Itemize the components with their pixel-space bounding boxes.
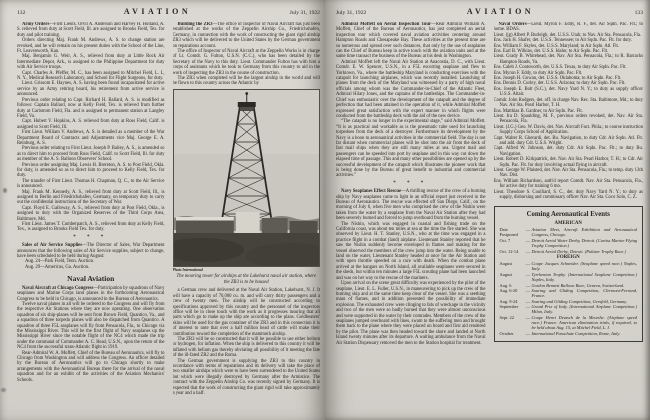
naval-order-entry: Capt. Walter R. Gherardi, det. Bu. Navigation, to duty Cdr. Air Sqdn. Atl. Flt. and add. duty Cdr. U.S.S. Wright. (493, 135, 643, 146)
paragraph-text: —Participation by squadrons of Navy seaplanes and Marine Corps land planes in the forthcoming Aeronautical Congress to be held in Chicago, is announced in the Bureau of Aeronautics. (17, 285, 165, 302)
naval-order-entry: Ens. Joseph H. Gowan, det. U.S.S. Oklahoma; to Air Sqdn. Pac. Flt. (493, 76, 622, 82)
event-dash: — (525, 298, 531, 304)
event-dash: — (525, 272, 531, 277)
event-dash: — (525, 227, 531, 233)
paragraph-text: Capt. Hubert V. Hopkins, A. S. relieved from duty at Ross Field, Calif. is assigned to Scott Field, Ill. (17, 119, 165, 130)
article-paragraph (17, 206, 165, 222)
paragraph-text: —Lieut. Myron F. Eddy, R. F., det. Air Sqdn. Pac. Flt.; to home. BDAS. (493, 22, 643, 33)
event-row (500, 304, 638, 314)
naval-order-entry: Lieut. Robert D. Kirkpatrick, det. Nav. Air Sta. Pearl Harbor, T. H.; to Cdr. Air Sqdn. Pac. Flt. for duty involving actual flying in aircraft. (493, 157, 643, 168)
event-row (500, 283, 638, 288)
article-paragraph (173, 359, 321, 397)
page-right (325, 0, 650, 420)
paragraph-text: Maj. Frank M. Kennedy, A. S., relieved from duty at Scott Field, Ill., is assigned to Berlin and Friedrichshafen, Germany, on temporary duty to carry out the confidential instructions of the Secretary of War. (17, 189, 165, 206)
scan-speck (1, 388, 6, 392)
photo-credit: Photo International (172, 267, 203, 272)
article-lead-paragraph (17, 22, 165, 38)
article-paragraph (17, 146, 165, 162)
paragraph-text: Admiral Moffett left the Naval Air Station at Anacostia, D. C., with Lieut. Comdr. E. W. Spencer, U.S.N., in a F5L escorting seaplane and flew to Yorktown, Va., where the battleship Maryland is conducting exercises with the catapult for launching airplanes, which was recently installed. Launching of planes from the deck of the Maryland was witnessed by a party of high naval officials among whom was the Commander-in-Chief of the Atlantic Fleet, Admiral Hilary Jones, and the captains of the battleships. The Commander-in-Chief was enthusiastic over the development of the catapult and the degree of perfection that had been attained in the operation of it, while Admiral Moffett expressed great satisfaction with the expert manner in which flights were conducted from the battleship deck with the aid of the new device. (336, 59, 486, 119)
events-section-heading: AMERICAN (554, 220, 582, 226)
paragraph-text: Previous order relating to Capt. Richard H. Ballard, A. S. is modified as follows: Captain Ballard, now at Kelly Field, Tex. is relieved from further duty at Carlstrom Field, Fla. and is assigned to permanent station at Langley Field, Va. (17, 97, 165, 119)
article-title: Naval Aircraft at Chicago Congress (22, 285, 94, 291)
event-dash: — (525, 314, 531, 320)
article-title: Navy Seaplanes Effect Rescue (341, 189, 402, 195)
article-paragraph (17, 163, 165, 179)
scan-speck (3, 188, 7, 193)
paragraph-text: Upon arrival on the scene great difficulty was experienced by the pilot of the seaplane, Lieut. E. L. Fuller, U.S.N., in maneuvering to pick up the crew of the burning ship and at the same time keep clear of the vessel. She was a seething mass of flames, and in addition presented the possibility of immediate explosion. The exhausted crew were clinging to bits of wreckage in the vicinity and two of the men were so badly burned that they were almost unconscious and were supported in the water by their comrades. Members of the crew of the seaplanes jumped overboard with lines, swam to the suffering men and brought them back to the plane where they were placed on board and first aid rendered by the pilot. The plane was then headed toward the shore and landed at North Island twenty minutes after its departure. A waiting ambulance from the Naval Air Station Dispensary removed the men to the Station hospital for treatment. (336, 281, 486, 346)
paragraph-text: —The Director of Sales, War Department announces that the following sales of Air Service supplies, subject to change, have been scheduled to be held during August: (17, 243, 165, 260)
issue-date: July 31, 1922 (336, 10, 367, 16)
paragraph-text: Previous order relating to First Lieut. Joseph P. Bailey, A. S., is amended so as to direct him to proceed from Ross Field, Calif. to Scott Field, Ill. for duty as member of the A. S. Balloon Observers' School. (17, 146, 165, 163)
event-date: October (499, 330, 514, 336)
article-title: Admiral Moffett on Aerial Inspection Tour (341, 22, 432, 27)
masthead: AVIATION (123, 7, 192, 16)
paragraph-text: Lieut. Grissom E. Haynes, A. S. having been found incapacitated for active service by an Army retiring board, his retirement from active service is announced. (17, 81, 165, 98)
event-description: International Parachute Competition, Rome, Italy. (531, 330, 621, 336)
event-description: Soaring and Gliding Competition, Clermont-Ferrand, France. (531, 288, 637, 299)
article-paragraph (17, 190, 165, 206)
naval-order-entry: Ens. Jack H. Shafer, det. U.S.S. Tennessee; to Air Sqdn. Pac. Flt. for duty. (493, 38, 632, 44)
event-row (500, 331, 638, 336)
article-paragraph (17, 98, 165, 120)
event-description: Coupe Jacques Schneider. (Seaplane speed race.) Naples, Italy. (531, 261, 637, 272)
text-column (494, 22, 644, 413)
article-lead-paragraph (17, 286, 165, 302)
page-columns (336, 22, 643, 413)
paragraph-text: The German government is supplying the ZR3 to this country in accordance with terms of reparations and its delivery will take the place of two smaller airships which were to have been surrendered to the United States but which were illegally destroyed by Germany after the Armistice. The contract with the Zeppelin Airship Co. was recently signed by Germany. It is expected that the work of constructing the giant rigid will take approximately a year and a half. (172, 358, 320, 396)
event-description: Soaring and Gliding Competition, Gersfeld, Germany. (531, 298, 628, 304)
naval-order-entry: Lieut. George W. Plaisted, det. Nav. Air Sta. Pensacola, Fla.; to temp. duty 13th Nav. Dist. (493, 167, 643, 179)
article-paragraph (17, 119, 165, 130)
paragraph-text: “The catapult is no longer in the experimental stage,” said Admiral Moffett. “It is as practical and workable as is the pneumatic tube used for launching torpedoes from the deck of a destroyer. Furthermore its development by the Navy is a boon to aeronautical activities in the commercial field. The day is not far distant when commercial planes will be shot into the air from the deck of fast mail ships when they are still many miles at sea. Urgent mail and passengers can be speeded into port by seaplane and in this way cut down the elapsed time of passage. This and many other possibilities are opened up by the successful development of the catapult which illustrates the pioneer work that is being done by the Bureau of great benefit to industrial and commercial activities.” (336, 119, 486, 179)
article-paragraph (336, 222, 486, 281)
event-row (500, 299, 638, 304)
section-heading: Naval Aviation (67, 274, 115, 284)
event-date: Oct. 12-14 (499, 248, 519, 254)
section-divider: * * * (73, 235, 109, 241)
article-paragraph (336, 119, 486, 178)
issue-date: July 31, 1922 (289, 10, 320, 16)
naval-order-entry: Lieut. (jg) Albert P. Burleigh, det. U.S.S. Utah; to Nav. Air Sta. Pensacola, Fla. (493, 32, 642, 38)
article-lead-paragraph (17, 243, 165, 259)
paragraph-text: Capt. Charles A. Pfeffer, M. C., has been assigned to Mitchel Field, L. I., N. Y., Medical Research Laboratory, and School for Flight Surgeons, for duty. (17, 70, 165, 82)
event-row (500, 227, 638, 237)
event-dash: — (525, 282, 531, 288)
article-paragraph (17, 81, 165, 97)
event-date: Sept. 22 (499, 314, 514, 320)
text-column (17, 22, 165, 413)
event-date: Aug. 6 (499, 282, 512, 288)
photo-caption: The mooring tower for airships at the Lakehurst naval air station, where the ZR3 is to be housed (176, 274, 316, 285)
naval-order-entry: Lieut. (J.G.) Geo. W. Davis, det. Nav. Aircraft Fact. Phila.; to course instruction Supply Corps School of Application. (493, 124, 643, 136)
article-paragraph (173, 49, 321, 76)
paragraph-text: The transfer of First Lieut. Thomas H. Chapman, Q. C., to the Air Service is announced. (17, 178, 165, 190)
text-column (173, 22, 321, 413)
list-line: Aug. 24—Park Field, Tenn. Auction. (25, 259, 95, 265)
article-paragraph (17, 54, 165, 70)
event-row (500, 238, 638, 248)
text-column (336, 22, 486, 413)
article-paragraph (336, 281, 486, 346)
article-paragraph (173, 337, 321, 359)
event-dash: — (525, 237, 531, 243)
event-date: Aug. 9-24 (499, 298, 518, 304)
events-title: Coming Aeronautical Events (526, 211, 610, 219)
event-date: September (499, 304, 519, 310)
event-date: August (499, 272, 513, 277)
naval-order-entry: Ens. Myron F. Eddy, to duty Air Sqdn. Pac. Flt. (493, 70, 583, 76)
masthead: AVIATION (466, 7, 535, 16)
coming-events-box (494, 206, 644, 342)
event-row (500, 315, 638, 330)
paragraph-text: Capt. Floyd E. Galloway, A. S., relieved from duty at Post Field, Okla., is assigned to duty with the Organized Reserves of the Third Corps Area, Baltimore, Md. (17, 205, 165, 222)
event-date: Date Postponed (499, 227, 518, 238)
event-dash: — (525, 248, 531, 254)
photo-figure (173, 89, 321, 267)
event-description: Grand Prix of Italy. (International Airplane Competition.) Milan, Italy. (531, 304, 637, 315)
page-columns (17, 22, 320, 413)
naval-order-entry: Ens. William Richardson, auth'd report Comdt. Nav. Air Sta. Pensacola, Fla., for active duty for training 6 mo. (493, 178, 643, 190)
naval-order-entry: Comdr. John Rodgers, det. off. in charge Nav. Rec. Sta. Baltimore, Md.; to duty Nav. Air Sta. Pearl Harbor, T. H. (493, 97, 643, 109)
event-description: Gordon Bennett Balloon Race, Geneva, Switzerland. (531, 282, 625, 288)
paragraph-text: The Nishin, which was engaged in coastal and fishing trade on the California coast, was about ten miles at sea at the time the fire started. She was observed by Lieut. H. T. Stanley, U.S.N., who at the time was engaged in a practice flight in a combat (land) airplane. Lieutenant Stanley reported that he saw the Nishin suddenly become enveloped in flames and making for the vessel observed the members of the crew jump into the water. Being unable to land on the water, Lieutenant Stanley headed at once for the Air Station and with open throttle speeded on a race with death. When the combat plane arrived at the hangars on North Island, all available seaplanes were secured in the sheds, but within ten minutes a large F5L scouting plane had been launched and was on her way to the rescue of the mariners. (336, 221, 486, 281)
event-description: Aviation Meet, Aircraft Exhibition and Aeronautical Congress, Chicago. (531, 227, 637, 238)
article-lead-paragraph (336, 22, 486, 60)
naval-order-entry: Ens. Dennis D. Curley, det. U.S.S. Arizona; to duty Air Sqdn. Pac. Flt. (493, 81, 626, 87)
paragraph-text: Maj. Benjamin G. Weir, A. S., relieved from duty at Little Rock Air Intermediate Depot, Ark., is assigned to the Philippine Department for duty with Air Service troops. (17, 54, 165, 71)
naval-order-entry: Lieut. Grady B. Whitehead, det. Nav. Air Sta. Pensacola, Fla.; to R. Barracks Hampton Roads, Va. (493, 54, 643, 65)
naval-order-entry: Capt. Alfred W. Johnson, det. duty Cdr. Air Sqdn. Pac. Flt.; to duty Bu. Navigation. (493, 146, 643, 157)
event-description: Tyrrhenian Trophy. (International Seaplane Competition.) Naples, Italy. (531, 272, 637, 282)
paragraph-text: The office of Inspector of Naval Aircraft at the Zeppelin Works is in charge of Lt. Comdr. G. Fulton, U.S.N. (C.C.), who has been detailed by the Secretary of the Navy to this duty. Lieut. Commander Fulton has with him a corps of assistants which he took to Germany from this country to aid in the work of inspecting the ZR3 in the course of construction. (172, 49, 320, 76)
event-dash: — (525, 304, 531, 310)
page-header (336, 7, 643, 18)
naval-order-entry: Lieut. Theodore S. Coulliard, S. C., det. duty Navy Yard N. Y.; to duty as supply, disbursing and commissary officer Nav. Air Sta. Coco Solo, C. Z. (493, 189, 643, 200)
article-paragraph (173, 288, 321, 337)
paragraph-text: —The office of Inspector of Naval Aircraft has just been established at the works of the Zeppelin Airship Co., Friedrichshafen, Germany, in connection with the work of constructing the giant rigid airship ZR3 which will be delivered to the United States by the German government on reparations account. (172, 22, 320, 49)
article-title: Building the ZR3 (177, 22, 213, 27)
naval-order-entry: Ens. Caleb J. Coatsworth, det. U.S.S. Texas, to duty Air Sqdn. Pac. Flt. (493, 65, 627, 71)
paragraph-text: First Lieut. William V. Andrews, A. S. is detailed as a member of the War Department Board of Contracts and Adjustments vice Maj. George E. A. Reinburg, A. S. (17, 130, 165, 146)
event-row (500, 288, 638, 298)
paragraph-text: —A thrilling rescue of the crew of a burning ship by Navy seaplanes came to light in an official report just received in the Bureau of Aeronautics. The rescue was effected off San Diego, Calif., on the morning of July 6, when five men who comprised the crew of the Nishin were taken from the water by a seaplane from the Naval Air Station after they had been severely burned and forced to jump overboard from the burning vessel. (336, 189, 486, 222)
paragraph-text: Orders directing Maj. Frank M. Andrews, A. S. to change station are revoked, and he will remain on his present duties with the School of the Line, Ft. Leavenworth, Kan. (17, 38, 165, 55)
paragraph-text: Twelve naval planes in all will be ordered to the Congress and will fly from the respective Air Stations where they are now operating. One observation squadron of six ship-planes will be sent from Brown Field, Quantico, Va., and a squadron of three torpedo planes will also be dispatched from Quantico. A squadron of three F5L seaplanes will fly from Pensacola, Fla., to Chicago via the Mississippi River. This will be the first flight of Navy seaplanes up the Mississippi River since the notable flight of the NC4 which made the trip under the command of Commander A. C. Read, U.S.N., upon the return of the NC4 from the successful trans-Atlantic flight in 1919. (17, 302, 165, 351)
article-lead-paragraph (336, 189, 486, 221)
article-lead-paragraph (173, 22, 321, 49)
article-lead-paragraph (494, 22, 644, 33)
naval-order-entry: Lieut. Ira D. Spaulding, M. F., previous orders revoked, det. Nav. Air Sta. Pensacola, Fla. (493, 113, 643, 125)
event-row (500, 272, 638, 282)
page-header (17, 7, 320, 18)
event-date: August (499, 261, 513, 267)
event-description: Detroit Aerial Derby, Detroit. (Pulitzer Trophy Race.) (531, 248, 626, 254)
event-date: Aug. 6-20 (499, 288, 518, 294)
article-paragraph (17, 38, 165, 54)
article-paragraph (17, 130, 165, 146)
naval-order-entry: Ens. Earl B. Wilkins, det. U.S.S. Idaho; to Air Sqdn. Pac. Flt. (493, 49, 609, 55)
article-paragraph (336, 60, 486, 119)
section-divider: * * * (393, 181, 429, 187)
paragraph-text: Previous order assigning Maj. Lewis H. Brereton, A. S. to Post Field, Okla. for duty, is amended so as to direct him to proceed to Kelly Field, Tex. for duty. (17, 162, 165, 179)
article-paragraph (17, 351, 165, 383)
article-title: Army Orders (22, 22, 50, 27)
page-number: 132 (17, 10, 26, 16)
paragraph-text: a German crew and delivered at the Naval Air Station, Lakehurst, N. J. It will have a capacity of 70,000 cu. m. and will carry thirty passengers and a crew of twenty men. The airship will be constructed according to specifications approved by this country and the personnel of the inspectors office will be in close touch with the work as it progresses insuring that all parts which go to make up the ship are according to the plans. Goldbeaters' skins will be used for the gas container of the ZR3 and in this connection it is of interest to note that over a half million head of cattle will make their contribution toward the completion of the mammoth airship. (172, 288, 320, 337)
page-number: 133 (634, 10, 643, 16)
mooring-tower-photo (174, 90, 320, 266)
event-dash: — (525, 288, 531, 294)
event-row (500, 249, 638, 254)
events-section-heading: FOREIGN (556, 255, 580, 260)
article-title: Naval Orders (498, 22, 527, 27)
list-line: Aug. 29—Americus, Ga. Auction. (25, 264, 90, 270)
article-paragraph (17, 302, 165, 351)
event-date: Oct. 7 (499, 237, 511, 243)
event-description: Detroit Aerial Water Derby, Detroit. (Curtiss Marine Flying Trophy Competition.) (531, 237, 637, 248)
paragraph-text: —First Lieuts. Orvil A. Anderson and Harvey H. Holland, A. S. relieved from duty at Scott Field, Ill. are assigned to Brooks Field, Tex. for duty and pilot training. (17, 22, 165, 38)
paragraph-text: —Rear Admiral William A. Moffett, Chief of the Bureau of Aeronautics, has just completed an aerial inspection tour which covered naval aviation activities centering around Hampton Roads and Chesapeake Bay. These activities at the present time are so numerous and spread over such distances, that only by the use of seaplanes can the Chief of Bureau keep in active touch with the aviation units and at the same time transact the business of the Bureau at his desk in Washington. (336, 22, 486, 60)
paragraph-text: First Lieut. James T. Cumberpatch, A. S., relieved from duty at Kelly Field, Tex., is assigned to Brooks Field Tex. for duty. (17, 222, 165, 233)
event-row (500, 261, 638, 271)
naval-order-entry: Ens. William F. Skyles, det. U.S.S. Maryland; to Air Sqdn. Atl. Flt. (493, 43, 620, 49)
article-paragraph (17, 222, 165, 233)
event-dash: — (525, 261, 531, 267)
event-dash: — (525, 330, 531, 336)
naval-order-entry: Ens. Joseph E. Bolt (S.C.), det. Navy Yard N. Y.; to duty as supply officer U.S.S. Altair. (493, 86, 643, 98)
paragraph-text: The ZR3 when completed will be the largest airship in the world and will be flown to this country across the Atlantic by (172, 76, 320, 87)
article-title: Sales of Air Service Supplies (22, 243, 83, 249)
paragraph-text: The ZR3 will be so constructed that it will be possible to use either helium or hydrogen, for inflation. When the ship is delivered to this country it will be inflated with helium gas thereby obviating all possibility of it meeting the fate of the ill-fated ZR2 and the Roma. (172, 336, 320, 359)
article-paragraph (17, 71, 165, 82)
event-description: Coupe Henri Deutsch de la Meurthe. (Airplane speed race.) France. American elimination trials, if required, to be held about Aug. 15, at Mitchel Field, L. I. (531, 314, 637, 330)
naval-order-entry: Ens. Matthias B. Gardner, to Air Sqdn. Pac. Flt. (493, 108, 583, 114)
article-paragraph (173, 76, 321, 87)
article-paragraph (17, 179, 165, 190)
paragraph-text: Rear-Admiral W. A. Moffett, Chief of the Bureau of Aeronautics, will fly to Chicago from Washington and will address the Congress. An officer detailed by the Bureau of Aeronautics will go to Chicago shortly to make arrangements with the Aeronautical Bureau there for the arrival of the naval squadron and for an exhibit of the activities of the Aviation Mechanics' Schools. (17, 350, 165, 383)
